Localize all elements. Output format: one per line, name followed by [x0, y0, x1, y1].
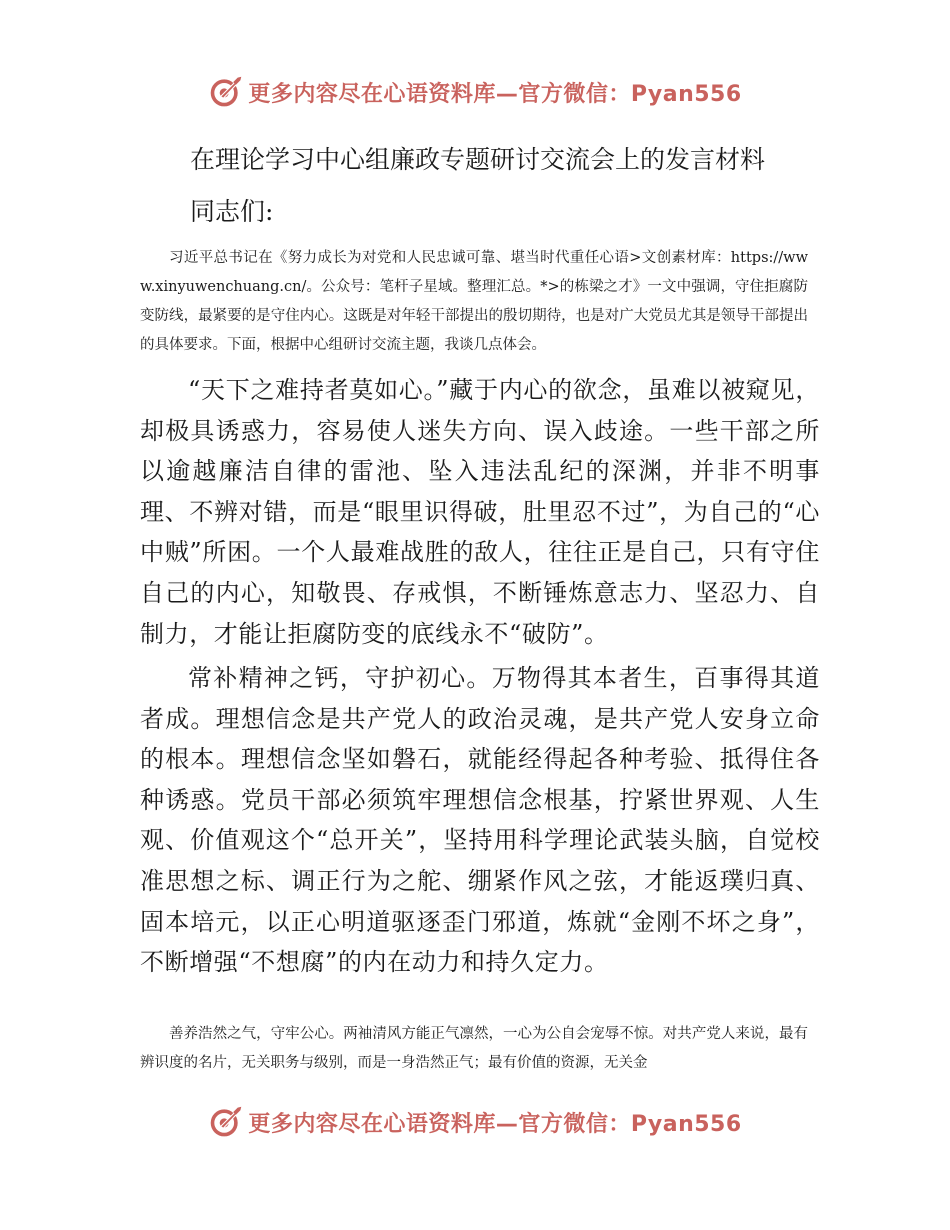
watermark-banner-bottom — [0, 1100, 950, 1144]
watermark-banner-top — [0, 70, 950, 114]
quill-logo-icon — [208, 74, 244, 110]
quill-logo-icon — [208, 1104, 244, 1140]
paragraph-body-1: “天下之难持者莫如心。”藏于内心的欲念，虽难以被窥见，却极具诱惑力，容易使人迷失方向、误入歧途。一些干部之所以逾越廉洁自律的雷池、坠入违法乱纪的深渊，并非不明事理、不辨对错，而是“眼里识得破，肚里忍不过”，为自己的“心中贼”所困。一个人最难战胜的敌人，往往正是自己，只有守住自己的内心，知敬畏、存戒惧，不断锤炼意志力、坚忍力、自制力，才能让拒腐防变的底线永不“破防”。 — [140, 376, 820, 648]
document-title: 在理论学习中心组廉政专题研讨交流会上的发言材料 — [190, 145, 766, 174]
watermark-text: 更多内容尽在心语资料库—官方微信：Pyan556 — [248, 81, 742, 107]
paragraph-body-3: 善养浩然之气，守牢公心。两袖清风方能正气凛然，一心为公自会宠辱不惊。对共产党人来说，最有辨识度的名片，无关职务与级别，而是一身浩然正气；最有价值的资源，无关金 — [140, 1026, 808, 1071]
greeting: 同志们: — [190, 197, 274, 226]
paragraph-body-2: 常补精神之钙，守护初心。万物得其本者生，百事得其道者成。理想信念是共产党人的政治灵魂，是共产党人安身立命的根本。理想信念坚如磐石，就能经得起各种考验、抵得住各种诱惑。党员干部必须筑牢理想信念根基，拧紧世界观、人生观、价值观这个“总开关”，坚持用科学理论武装头脑，自觉校准思想之标、调正行为之舵、绷紧作风之弦，才能返璞归真、固本培元，以正心明道驱逐歪门邪道，炼就“金刚不坏之身”，不断增强“不想腐”的内在动力和持久定力。 — [140, 664, 820, 977]
watermark-text: 更多内容尽在心语资料库—官方微信：Pyan556 — [248, 1111, 742, 1137]
paragraph-intro: 习近平总书记在《努力成长为对党和人民忠诚可靠、堪当时代重任心语>文创素材库：https://www.xinyuwenchuang.cn/。公众号：笔杆子星域。整理汇总。*>的栋梁之才》一文中强调，守住拒腐防变防线，最紧要的是守住内心。这既是对年轻干部提出的殷切期待，也是对广大党员尤其是领导干部提出的具体要求。下面，根据中心组研讨交流主题，我谈几点体会。 — [140, 250, 808, 353]
